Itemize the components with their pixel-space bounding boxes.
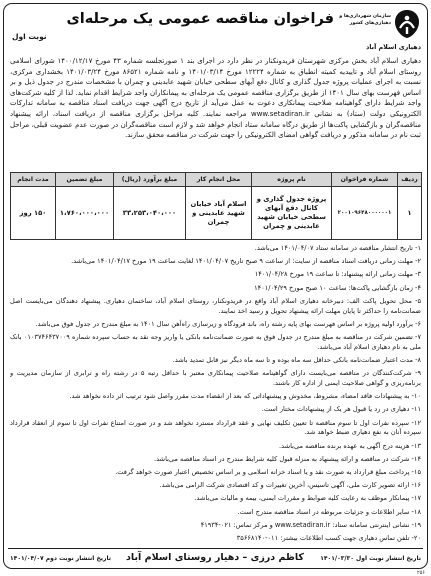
condition-item: ۷- تضمین شرکت در مناقصه به مبلغ مندرج در جدول فوق به صورت ضمانت‌نامه بانکی یا واریز وجه نقد به حساب سپرده شماره ۰۱۰۳۷۴۶۴۳۷۰۰۹ بانک ملی به نام دهیاری اسلام آباد می‌باشد. [10, 333, 421, 351]
condition-item: ۱۱- دهیاری در رد یا قبول هر یک از پیشنهادات مختار است. [261, 405, 421, 414]
cell-tender-number: ۲۰۰۱۰۹۶۴۸۰۰۰۰۰۰۱ [332, 187, 398, 240]
condition-item: ۲۰- تلفن تماس دهیاری جهت کسب اطلاعات بیشتر: ۰۱۱-۳۵۶۶۸۱۴۰ [236, 534, 421, 543]
cell-work-location: اسلام آباد خیابان شهید عابدینی و چمران [186, 187, 252, 240]
condition-item: ۲- مهلت زمانی دریافت اسناد مناقصه از سایت: از ساعت ۹ صبح تاریخ ۱۴۰۱/۰۴/۰۷ لغایت ساعت ۱۹ مورخ ۱۴۰۱/۰۴/۱۷ می‌باشد. [71, 257, 421, 266]
issuer-name: دهیاری اسلام آباد [366, 43, 421, 51]
condition-item: ۱۷- پیمانکار موظف به رعایت کلیه ضوابط و مقررات ایمنی، بیمه و مالیات می‌باشد. [194, 494, 421, 503]
conditions-list [10, 244, 421, 544]
ad-footer [8, 548, 423, 568]
organization-logo-icon [394, 9, 420, 39]
organization-name-line1: سازمان شهرداری‌ها و [339, 14, 391, 19]
col-header-duration: مدت انجام [11, 173, 56, 187]
condition-item: ۹- شرکت‌کنندگان در مناقصه می‌بایست دارای گواهینامه صلاحیت پیمانکاری معتبر با حداقل رتبه ۵ در رشته راه و ترابری از سازمان مدیریت و برنامه‌ریزی و گواهی صلاحیت ایمنی از اداره کار باشند. [10, 369, 421, 388]
col-header-estimated-amount: مبلغ برآورد (ریال) [114, 173, 186, 187]
second-publication-date: تاریخ انتشار نوبت دوم ۱۴۰۱/۰۴/۰۷ [10, 555, 111, 562]
cell-duration: ۱۵۰ روز [11, 187, 56, 240]
condition-item: ۱۸- سایر اطلاعات و جزئیات مربوطه در اسناد مناقصه مندرج است. [237, 507, 421, 516]
condition-item: ۶- برآورد اولیه پروژه بر اساس فهرست بهای پایه رشته راه، باند فرودگاه و زیرسازی راه‌آهن سال ۱۴۰۱ به مبلغ مندرج در جدول فوق می‌باشد. [35, 319, 421, 328]
page-title: فراخوان مناقصه عمومی یک مرحله‌ای [66, 11, 334, 27]
condition-item: ۱۲- سپرده نفرات اول تا سوم مناقصه تا تعیین تکلیف نهایی و عقد قرارداد مسترد نخواهد شد و در صورت امتناع نفرات اول تا سوم از انعقاد قرارداد سپرده آنان به نفع دهیاری ضبط خواهد شد. [10, 418, 421, 437]
cell-project-name: پروژه جدول گذاری و کانال دفع آبهای سطحی خیابان شهید عابدینی و چمران [252, 187, 332, 240]
col-header-row-number: ردیف [398, 173, 422, 187]
condition-item: ۳- مهلت زمانی ارائه پیشنهاد: تا ساعت ۱۹ مورخ ۱۴۰۱/۰۴/۲۸ [254, 270, 421, 279]
tender-table [10, 172, 422, 240]
cell-guarantee-amount: ۱،۷۶۰،۰۰۰،۰۰۰ [56, 187, 114, 240]
condition-item: ۱۹- نشانی اینترنتی سامانه ستاد: www.setadiran.ir و مرکز تماس: ۰۲۱-۴۱۹۳۴ [200, 520, 421, 529]
condition-item: ۵- محل تحویل پاکت الف: دبیرخانه دهیاری اسلام آباد واقع در فریدونکنار، روستای اسلام آباد، ساختمان دهیاری. پیشنهاد دهندگان می‌بایست اصل ضمانت‌نامه را حداکثر تا پایان مهلت ارائه پیشنهاد تحویل و رسید اخذ نمایند. [10, 296, 421, 315]
condition-item: ۱۴- شرکت در مناقصه و ارائه پیشنهاد به منزله قبول کلیه شرایط مندرج در اسناد مناقصه می‌باشد. [154, 454, 421, 463]
condition-item: ۱- تاریخ انتشار مناقصه در سامانه ستاد ۱۴۰۱/۰۴/۰۷ می‌باشد. [254, 244, 421, 252]
col-header-tender-number: شماره فراخوان [332, 173, 398, 187]
organization-name-line2: دهیاری‌های کشور [349, 21, 391, 26]
condition-item: ۱۳- هزینه درج آگهی به عهده برنده مناقصه می‌باشد. [279, 441, 421, 450]
condition-item: ۴- زمان بازگشایی پاکت‌ها: ساعت ۱۰ صبح مورخ ۱۴۰۱/۰۴/۲۹ [254, 283, 421, 292]
cell-estimated-amount: ۳۳،۲۵۳،۰۴۰،۰۰۰ [114, 187, 186, 240]
intro-paragraph: دهیاری اسلام آباد بخش مرکزی شهرستان فریدونکنار در نظر دارد در اجرای بند ۱ صورتجلسه شماره ۴۳ مورخ ۱۴۰۰/۱۲/۱۷ شورای اسلامی روستای اسلام آباد و تاییدیه کمیته انطباق به شماره ۱۲۲۲۴ مورخ ۱۴۰۱/۰۳/۱۴ و نامه شماره ۸۶۵۲۱ مورخ ۱۴۰۱/۰۳/۲۴ بخشداری مرکزی، نسبت به اجرای عملیات پروژه جدول گذاری و کانال دفع آبهای سطحی خیابان شهید عابدینی و چمران با مشخصات مندرج در جدول ذیل و بر اساس فهرست بهای سال ۱۴۰۱ از طریق برگزاری مناقصه عمومی یک مرحله‌ای به پیمانکاران واجد شرایط اقدام نماید. لذا از کلیه شرکت‌های واجد شرایط دارای گواهینامه صلاحیت پیمانکاری دعوت به عمل می‌آید از تاریخ درج آگهی جهت دریافت اسناد مناقصه به سامانه تدارکات الکترونیکی دولت (ستاد) به نشانی www.setadiran.ir مراجعه نمایند. کلیه مراحل برگزاری مناقصه از دریافت اسناد، ارائه پیشنهاد مناقصه‌گران و بازگشایی پاکت‌ها از طریق درگاه سامانه ستاد انجام خواهد شد و لازم است مناقصه‌گران در صورت عدم عضویت قبلی، مراحل ثبت نام در سامانه مذکور و دریافت گواهی امضای الکترونیکی را جهت شرکت در مناقصه محقق سازند. [10, 57, 421, 140]
col-header-guarantee-amount: مبلغ تضمین [56, 173, 114, 187]
table-header-row [11, 173, 422, 187]
condition-item: ۱۵- پرداخت مبلغ قرارداد به صورت نقد و یا اسناد خزانه اسلامی و بر اساس تخصیص اعتبار صورت خواهد گرفت. [115, 468, 421, 477]
condition-item: ۱۰- به پیشنهادات فاقد امضاء، مشروط، مخدوش و پیشنهاداتی که بعد از انقضاء مدت مقرر واصل شود ترتیب اثر داده نخواهد شد. [69, 392, 421, 401]
condition-item: ۱۶- ارائه تصویر کارت ملی، آگهی تاسیس، آخرین تغییرات و کد اقتصادی شرکت الزامی می‌باشد. [159, 481, 421, 490]
ad-header [6, 6, 425, 54]
cell-row-number: ۱ [398, 187, 422, 240]
col-header-project-name: نام پروژه [252, 173, 332, 187]
condition-item: ۸- مدت اعتبار ضمانت‌نامه بانکی حداقل سه ماه بوده و تا سه ماه دیگر نیز قابل تمدید باشد. [172, 356, 421, 365]
first-publication-date: تاریخ انتشار نوبت اول ۱۴۰۱/۰۳/۳۰ [320, 555, 421, 562]
signature: کاظم درزی – دهیار روستای اسلام آباد [126, 552, 304, 563]
col-header-work-location: محل انجام کار [186, 173, 252, 187]
table-row [11, 187, 422, 240]
publication-round-label: نوبت اول [12, 32, 47, 41]
ad-code: ۲۵۶ [416, 570, 425, 576]
organization-name [335, 13, 391, 27]
